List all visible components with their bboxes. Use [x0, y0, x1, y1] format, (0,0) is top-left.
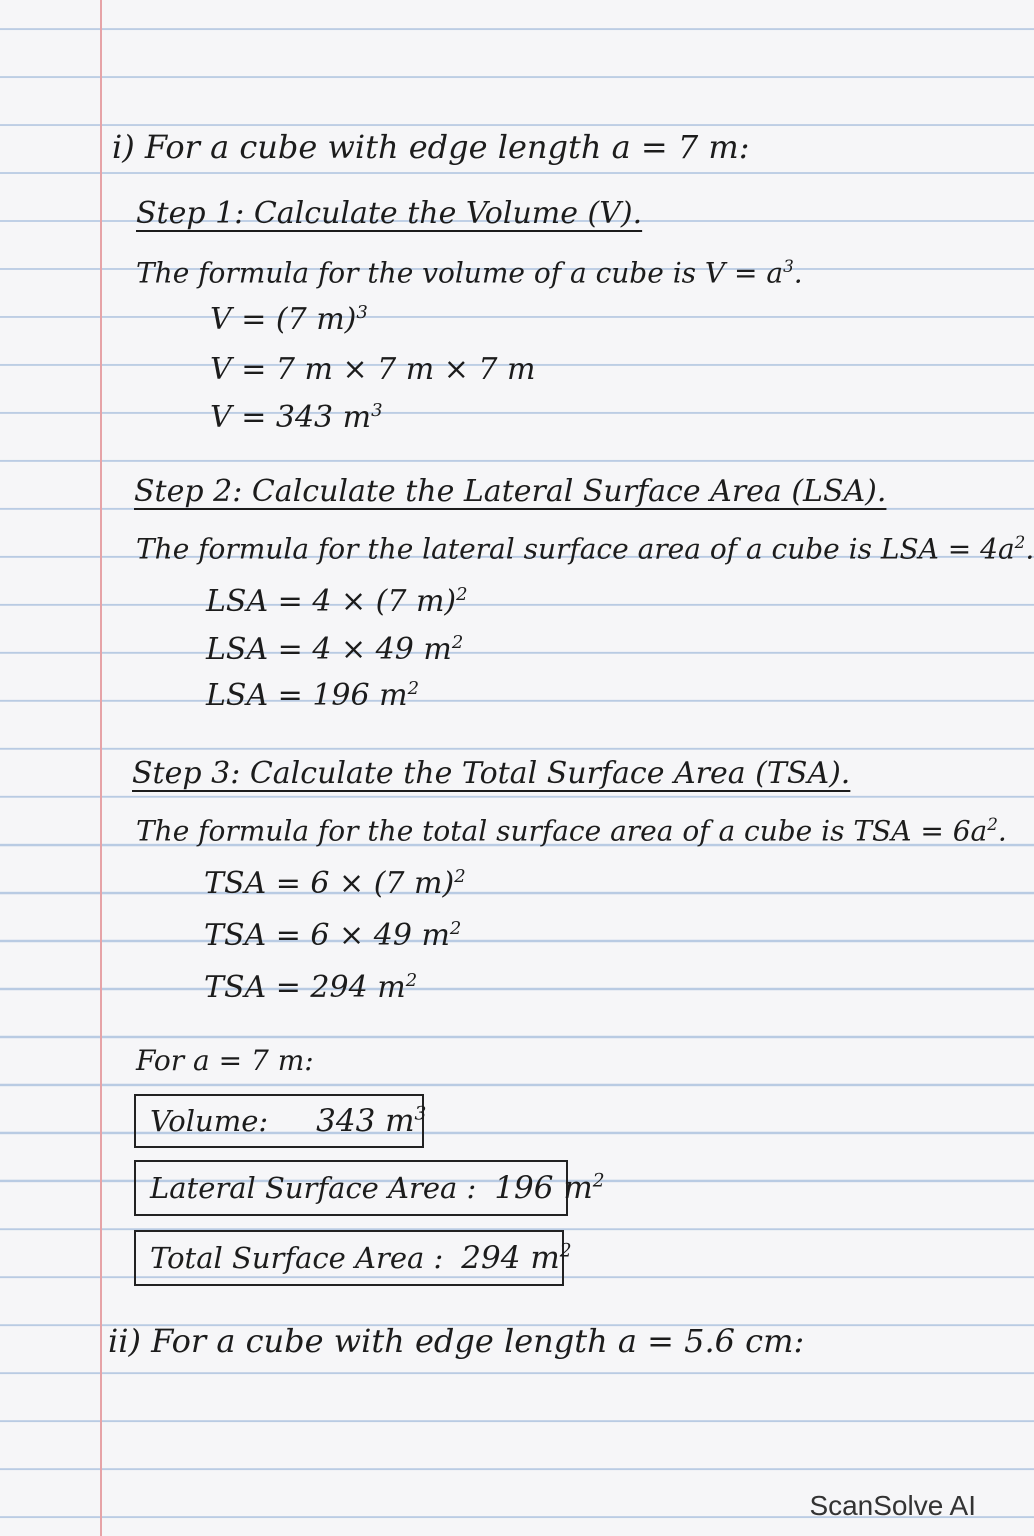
result-value: 196 $m^2$	[494, 1170, 605, 1206]
part-i-heading: i) For a cube with edge length a = 7 m:	[112, 128, 750, 166]
result-label: Total Surface Area :	[150, 1241, 444, 1275]
part-ii-heading: ii) For a cube with edge length a = 5.6 cm:	[108, 1322, 805, 1360]
step2-line-1: LSA = 4 × (7 m)$^2$	[206, 584, 468, 619]
step3-line-1: TSA = 6 × (7 m)$^2$	[204, 866, 466, 901]
step3-formula: The formula for the total surface area of a cube is TSA = $6a^2$.	[136, 814, 1007, 848]
step3-title: Step 3: Calculate the Total Surface Area (TSA).	[132, 756, 851, 791]
result-box-volume	[134, 1094, 427, 1148]
step2-line-3: LSA = 196 $m^2$	[206, 678, 420, 713]
step3-line-2: TSA = 6 × 49 $m^2$	[204, 918, 462, 953]
step1-formula: The formula for the volume of a cube is $V = a^3$.	[136, 256, 803, 290]
step1-line-2: V = 7 m × 7 m × 7 m	[210, 352, 536, 387]
result-box-tsa	[134, 1230, 572, 1286]
result-value: 294 $m^2$	[461, 1240, 572, 1276]
step1-title: Step 1: Calculate the Volume (V).	[136, 196, 643, 231]
step2-title: Step 2: Calculate the Lateral Surface Area (LSA).	[134, 474, 887, 509]
notebook-margin-line	[100, 0, 102, 1536]
step2-formula: The formula for the lateral surface area of a cube is LSA = $4a^2$.	[136, 532, 1034, 566]
result-box-lsa	[134, 1160, 605, 1216]
brand-watermark: ScanSolve AI	[809, 1490, 976, 1521]
step1-line-1: V = (7 m)$^3$	[210, 302, 368, 337]
result-label: Volume:	[150, 1104, 269, 1138]
step1-line-3: V = 343 $m^3$	[210, 400, 383, 435]
step2-line-2: LSA = 4 × 49 $m^2$	[206, 632, 464, 667]
step3-line-3: TSA = 294 $m^2$	[204, 970, 418, 1005]
summary-intro: For a = 7 m:	[136, 1044, 314, 1077]
result-value: 343 $m^3$	[316, 1103, 427, 1139]
result-label: Lateral Surface Area :	[150, 1171, 477, 1205]
